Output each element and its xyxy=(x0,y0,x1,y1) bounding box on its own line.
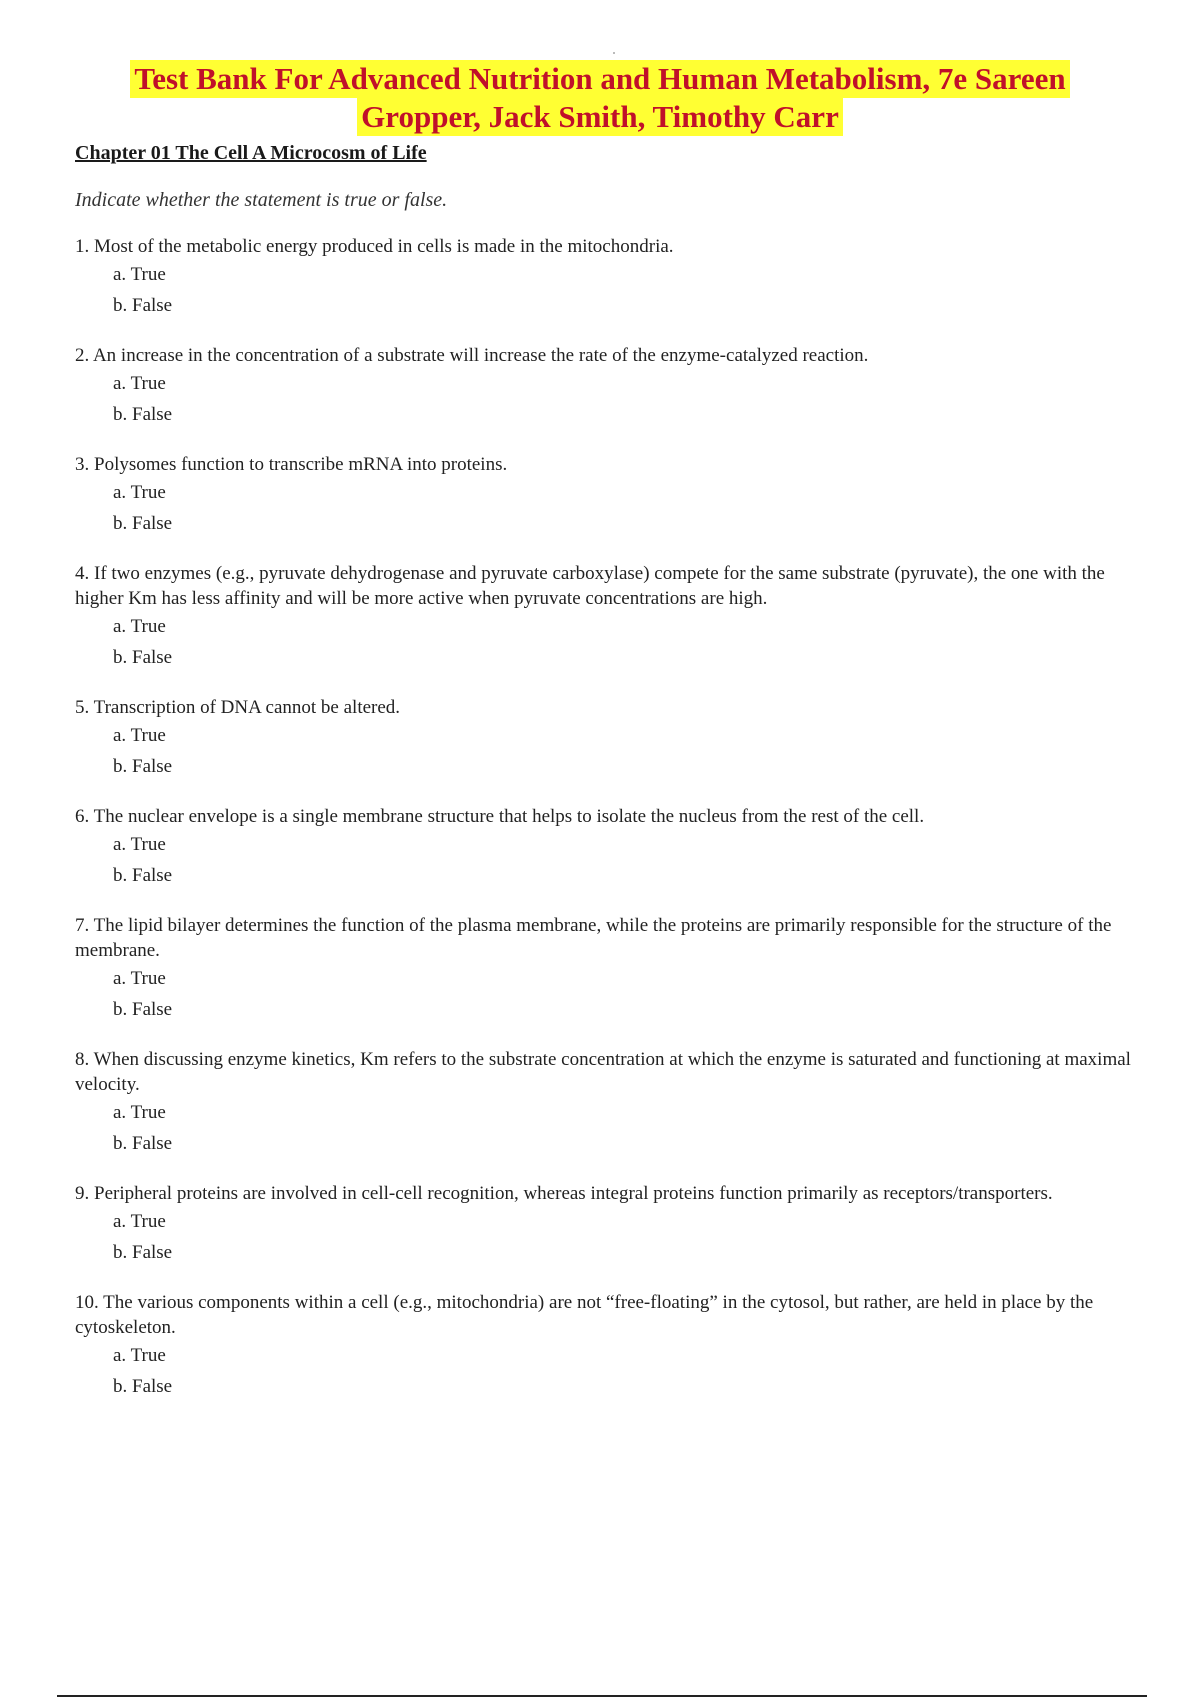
option-false: b. False xyxy=(113,404,173,425)
option-false: b. False xyxy=(113,513,173,534)
option-true: a. True xyxy=(113,834,166,855)
option-true: a. True xyxy=(113,1211,166,1232)
option-true: a. True xyxy=(113,264,166,285)
question-item xyxy=(75,561,1155,673)
option-true: a. True xyxy=(113,616,166,637)
option-true: a. True xyxy=(113,725,166,746)
option-false: b. False xyxy=(113,756,173,777)
title-line-2: Gropper, Jack Smith, Timothy Carr xyxy=(357,98,843,136)
question-item xyxy=(75,804,1155,891)
question-item xyxy=(75,234,1155,321)
question-list xyxy=(75,234,1155,1424)
option-false: b. False xyxy=(113,999,173,1020)
question-item xyxy=(75,1290,1155,1402)
question-text: 7. The lipid bilayer determines the function of the plasma membrane, while the proteins are primarily responsible for the structure of the membrane. xyxy=(75,915,1112,961)
question-item xyxy=(75,452,1155,539)
option-false: b. False xyxy=(113,647,173,668)
instruction-text: Indicate whether the statement is true or false. xyxy=(75,189,448,211)
option-true: a. True xyxy=(113,968,166,989)
option-true: a. True xyxy=(113,373,166,394)
question-text: 1. Most of the metabolic energy produced in cells is made in the mitochondria. xyxy=(75,236,674,257)
question-text: 4. If two enzymes (e.g., pyruvate dehydrogenase and pyruvate carboxylase) compete for the same substrate (pyruvate), the one with the higher Km has less affinity and will be more active when pyruvate concentrations are high. xyxy=(75,563,1105,609)
option-false: b. False xyxy=(113,865,173,886)
question-item xyxy=(75,695,1155,782)
question-item xyxy=(75,913,1155,1025)
question-text: 6. The nuclear envelope is a single membrane structure that helps to isolate the nucleus from the rest of the cell. xyxy=(75,806,925,827)
chapter-heading: Chapter 01 The Cell A Microcosm of Life xyxy=(75,142,427,164)
option-false: b. False xyxy=(113,1133,173,1154)
option-false: b. False xyxy=(113,1376,173,1397)
question-text: 5. Transcription of DNA cannot be altered. xyxy=(75,697,401,718)
question-text: 3. Polysomes function to transcribe mRNA into proteins. xyxy=(75,454,508,475)
question-item xyxy=(75,343,1155,430)
option-false: b. False xyxy=(113,295,173,316)
option-false: b. False xyxy=(113,1242,173,1263)
scan-artifact-dot xyxy=(613,52,615,54)
question-text: 2. An increase in the concentration of a substrate will increase the rate of the enzyme-catalyzed reaction. xyxy=(75,345,869,366)
option-true: a. True xyxy=(113,1345,166,1366)
footer-divider xyxy=(57,1695,1147,1697)
title-line-1: Test Bank For Advanced Nutrition and Human Metabolism, 7e Sareen xyxy=(130,60,1069,98)
question-text: 10. The various components within a cell (e.g., mitochondria) are not “free-floating” in the cytosol, but rather, are held in place by the cytoskeleton. xyxy=(75,1292,1094,1338)
question-text: 8. When discussing enzyme kinetics, Km refers to the substrate concentration at which the enzyme is saturated and functioning at maximal velocity. xyxy=(75,1049,1131,1095)
question-item xyxy=(75,1047,1155,1159)
document-title xyxy=(0,60,1200,136)
option-true: a. True xyxy=(113,1102,166,1123)
question-item xyxy=(75,1181,1155,1268)
question-text: 9. Peripheral proteins are involved in cell-cell recognition, whereas integral proteins function primarily as receptors/transporters. xyxy=(75,1183,1053,1204)
option-true: a. True xyxy=(113,482,166,503)
